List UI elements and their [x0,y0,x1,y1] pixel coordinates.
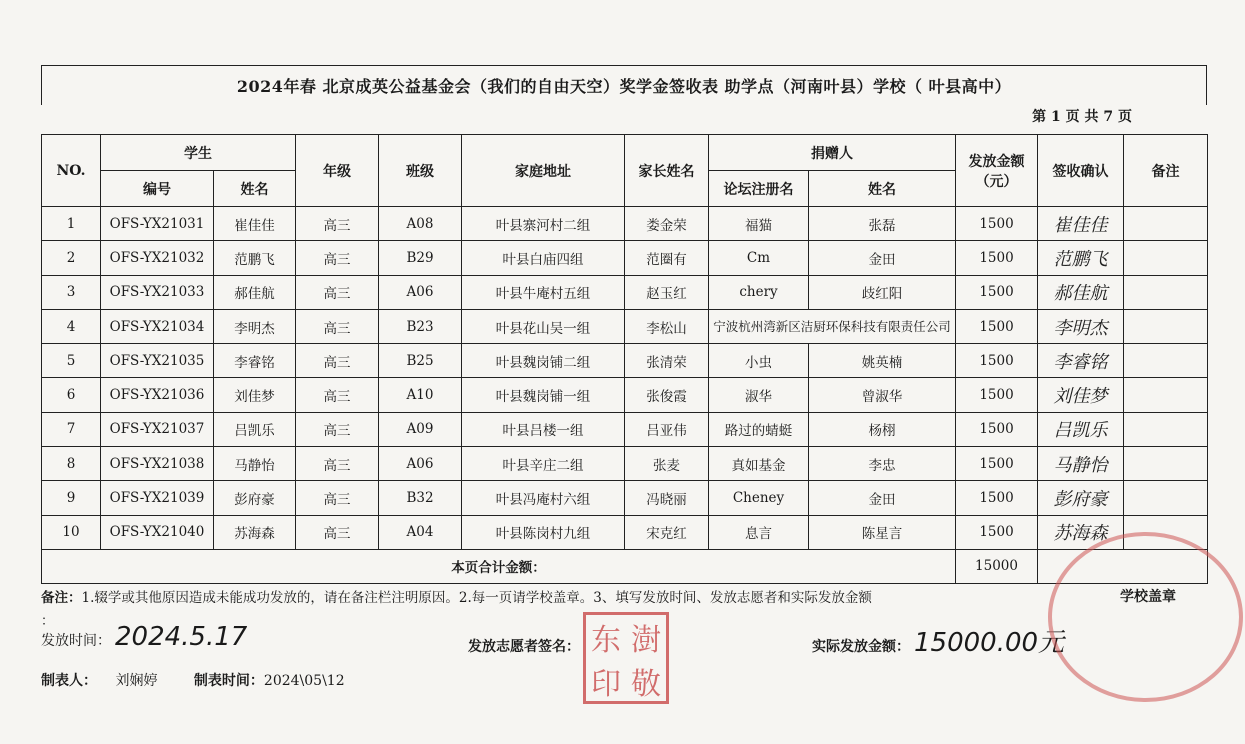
forum-name: Cheney [709,481,809,515]
table-row [42,275,1208,309]
grade: 高三 [296,378,379,412]
make-time-label: 制表时间： [193,673,264,689]
signature: 李明杰 [1038,309,1124,343]
row-no: 6 [42,378,101,412]
grade: 高三 [296,412,379,446]
class: A09 [379,412,462,446]
class: A04 [379,515,462,549]
address: 叶县寨河村二组 [462,207,625,241]
signature: 彭府豪 [1038,481,1124,515]
donor-name: 歧红阳 [809,275,956,309]
row-no: 10 [42,515,101,549]
address: 叶县吕楼一组 [462,412,625,446]
class: B23 [379,309,462,343]
donor-name: 李忠 [809,447,956,481]
signature: 吕凯乐 [1038,412,1124,446]
header-donor: 捐赠人 [709,135,956,171]
table-body [42,207,1208,550]
total-row [42,549,1208,583]
remark [1124,207,1208,241]
signature: 崔佳佳 [1038,207,1124,241]
notes-line [41,586,1201,606]
parent-name: 冯晓丽 [625,481,709,515]
table-row [42,412,1208,446]
address: 叶县花山吴一组 [462,309,625,343]
student-name: 郝佳航 [214,275,296,309]
donor-name: 金田 [809,241,956,275]
notes-colon: ： [41,614,55,629]
remark [1124,412,1208,446]
header-grade: 年级 [296,135,379,207]
row-no: 8 [42,447,101,481]
sheet-title: 2024年春 北京成英公益基金会（我们的自由天空）奖学金签收表 助学点（河南叶县）学校（ 叶县高中） [41,65,1207,105]
table-row [42,378,1208,412]
amount: 1500 [956,481,1038,515]
header-student: 学生 [101,135,296,171]
address: 叶县白庙四组 [462,241,625,275]
row-no: 9 [42,481,101,515]
receipt-table [41,134,1208,584]
parent-name: 吕亚伟 [625,412,709,446]
donor-name: 姚英楠 [809,344,956,378]
header-amount: 发放金额（元） [956,135,1038,207]
student-id: OFS-YX21038 [101,447,214,481]
row-no: 7 [42,412,101,446]
forum-name: 淑华 [709,378,809,412]
parent-name: 张麦 [625,447,709,481]
school-seal-label: 学校盖章 [1120,589,1176,605]
header-parent: 家长姓名 [625,135,709,207]
donor-name: 杨栩 [809,412,956,446]
address: 叶县辛庄二组 [462,447,625,481]
forum-name: 真如基金 [709,447,809,481]
donor-name: 曾淑华 [809,378,956,412]
stamp-char: 东 [591,623,621,658]
signature: 李睿铭 [1038,344,1124,378]
issue-time-value: 2024.5.17 [115,622,248,652]
parent-name: 张俊霞 [625,378,709,412]
student-id: OFS-YX21040 [101,515,214,549]
remark [1124,241,1208,275]
donor-name: 金田 [809,481,956,515]
volunteer-stamp [583,612,669,704]
student-name: 李明杰 [214,309,296,343]
actual-amount-label: 实际发放金额： [812,639,910,655]
class: B25 [379,344,462,378]
total-value: 15000 [956,549,1038,583]
actual-amount-value: 15000.00元 [914,628,1065,658]
forum-name: 息言 [709,515,809,549]
remark [1124,309,1208,343]
table-row [42,515,1208,549]
amount: 1500 [956,275,1038,309]
student-name: 李睿铭 [214,344,296,378]
signature: 郝佳航 [1038,275,1124,309]
table-row [42,241,1208,275]
header-class: 班级 [379,135,462,207]
signature: 范鹏飞 [1038,241,1124,275]
forum-name: 福猫 [709,207,809,241]
maker-line [41,670,345,690]
header-no: NO. [42,135,101,207]
header-address: 家庭地址 [462,135,625,207]
amount: 1500 [956,447,1038,481]
issue-time-label: 发放时间： [41,633,111,649]
grade: 高三 [296,275,379,309]
parent-name: 张清荣 [625,344,709,378]
table-row [42,344,1208,378]
page-indicator: 第 1 页 共 7 页 [1032,109,1132,125]
make-time-value: 2024\05\12 [263,673,345,689]
address: 叶县牛庵村五组 [462,275,625,309]
forum-name: 路过的蜻蜓 [709,412,809,446]
grade: 高三 [296,481,379,515]
stamp-char: 澍 [631,623,661,658]
volunteer-sign-label: 发放志愿者签名： [468,639,580,655]
parent-name: 赵玉红 [625,275,709,309]
amount: 1500 [956,378,1038,412]
remark [1124,275,1208,309]
row-no: 5 [42,344,101,378]
header-donor-name: 姓名 [809,171,956,207]
header-confirm: 签收确认 [1038,135,1124,207]
student-id: OFS-YX21037 [101,412,214,446]
maker-value: 刘娴婷 [115,673,158,689]
issue-time [41,622,247,652]
student-id: OFS-YX21035 [101,344,214,378]
row-no: 4 [42,309,101,343]
notes-text: 1.辍学或其他原因造成未能成功发放的，请在备注栏注明原因。2.每一页请学校盖章。3、填写发放时间、发放志愿者和实际发放金额 [81,590,872,606]
amount: 1500 [956,515,1038,549]
parent-name: 李松山 [625,309,709,343]
table-row [42,481,1208,515]
row-no: 1 [42,207,101,241]
remark [1124,378,1208,412]
amount: 1500 [956,309,1038,343]
student-id: OFS-YX21036 [101,378,214,412]
student-name: 崔佳佳 [214,207,296,241]
grade: 高三 [296,447,379,481]
grade: 高三 [296,241,379,275]
school-round-seal [1048,532,1243,702]
amount: 1500 [956,412,1038,446]
student-name: 范鹏飞 [214,241,296,275]
address: 叶县陈岗村九组 [462,515,625,549]
header-student-id: 编号 [101,171,214,207]
student-name: 苏海森 [214,515,296,549]
table-row [42,207,1208,241]
amount: 1500 [956,207,1038,241]
grade: 高三 [296,515,379,549]
forum-name: Cm [709,241,809,275]
grade: 高三 [296,309,379,343]
grade: 高三 [296,344,379,378]
class: B29 [379,241,462,275]
student-name: 马静怡 [214,447,296,481]
header-remark: 备注 [1124,135,1208,207]
notes-label: 备注： [41,590,82,606]
amount: 1500 [956,241,1038,275]
stamp-char: 印 [591,667,621,702]
row-no: 2 [42,241,101,275]
remark [1124,481,1208,515]
total-label: 本页合计金额： [42,549,956,583]
maker-label: 制表人： [41,673,97,689]
class: A06 [379,447,462,481]
student-id: OFS-YX21032 [101,241,214,275]
student-name: 彭府豪 [214,481,296,515]
student-name: 刘佳梦 [214,378,296,412]
class: A06 [379,275,462,309]
parent-name: 娄金荣 [625,207,709,241]
signature: 刘佳梦 [1038,378,1124,412]
address: 叶县魏岗铺二组 [462,344,625,378]
row-no: 3 [42,275,101,309]
amount: 1500 [956,344,1038,378]
address: 叶县魏岗铺一组 [462,378,625,412]
header-student-name: 姓名 [214,171,296,207]
remark [1124,344,1208,378]
student-id: OFS-YX21031 [101,207,214,241]
forum-name: 宁波杭州湾新区洁厨环保科技有限责任公司 [709,309,956,343]
parent-name: 范圈有 [625,241,709,275]
donor-name: 张磊 [809,207,956,241]
grade: 高三 [296,207,379,241]
signature: 苏海森 [1038,515,1124,549]
table-row [42,447,1208,481]
student-id: OFS-YX21033 [101,275,214,309]
signature: 马静怡 [1038,447,1124,481]
donor-name: 陈星言 [809,515,956,549]
class: B32 [379,481,462,515]
parent-name: 宋克红 [625,515,709,549]
stamp-char: 敬 [631,667,661,702]
class: A10 [379,378,462,412]
actual-amount [812,622,1064,659]
forum-name: chery [709,275,809,309]
class: A08 [379,207,462,241]
address: 叶县冯庵村六组 [462,481,625,515]
student-id: OFS-YX21034 [101,309,214,343]
student-name: 吕凯乐 [214,412,296,446]
student-id: OFS-YX21039 [101,481,214,515]
forum-name: 小虫 [709,344,809,378]
table-row [42,309,1208,343]
header-forum-name: 论坛注册名 [709,171,809,207]
remark [1124,447,1208,481]
